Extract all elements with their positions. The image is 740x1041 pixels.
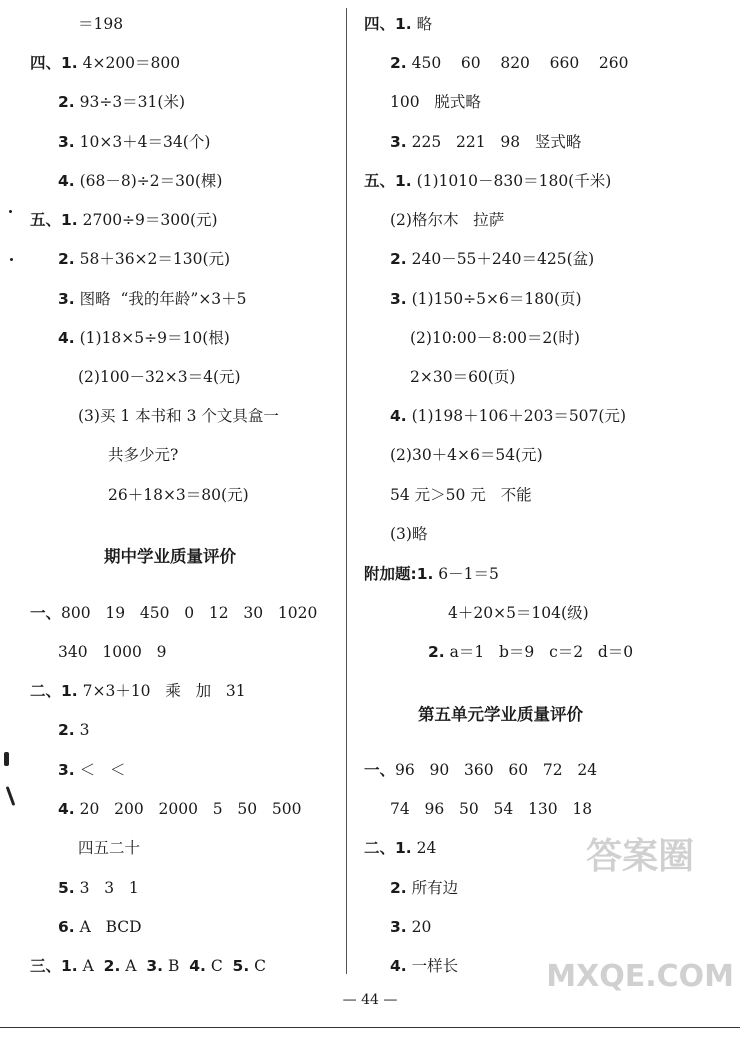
answer-line: (2)10:00－8:00＝2(时) — [410, 329, 580, 347]
answer-text: 一样长 — [406, 957, 459, 975]
item-number: 2. — [428, 643, 445, 661]
watermark-line: MXQE.COM — [546, 959, 734, 994]
answer-line — [30, 956, 266, 976]
answer-text: A BCD — [74, 918, 142, 936]
answer-line — [428, 642, 633, 662]
answer-line — [58, 92, 185, 112]
answer-text: 24 — [411, 839, 437, 857]
answer-text: 20 — [406, 918, 432, 936]
answer-line — [364, 564, 499, 584]
answer-line — [58, 328, 230, 348]
item-number: 3. — [58, 761, 75, 779]
item-number: 3. — [58, 290, 75, 308]
answer-line — [364, 838, 436, 858]
item-number: 6. — [58, 918, 75, 936]
section-heading: 第五单元学业质量评价 — [418, 705, 583, 724]
answer-line — [390, 917, 431, 937]
scan-mark — [9, 210, 12, 213]
answer-line — [58, 720, 89, 740]
item-number: 5. — [232, 957, 250, 975]
answer-text: (1)198＋106＋203＝507(元) — [406, 407, 627, 425]
item-number: 3. — [146, 957, 164, 975]
item-number: 附加题:1. — [364, 565, 434, 583]
answer-text: C — [205, 957, 233, 975]
answer-line — [58, 289, 247, 309]
answer-line — [58, 132, 210, 152]
scan-mark — [10, 258, 13, 261]
answer-line: (3)买 1 本书和 3 个文具盒一 — [78, 407, 279, 425]
item-number: 四、1. — [30, 54, 78, 72]
answer-text: (1)150÷5×6＝180(页) — [406, 290, 582, 308]
column-divider — [346, 8, 347, 974]
answer-text: A — [77, 957, 104, 975]
answer-line — [58, 760, 125, 780]
item-number: 5. — [58, 879, 75, 897]
answer-text: 96 90 360 60 72 24 — [395, 761, 598, 779]
item-number: 4. — [58, 329, 75, 347]
answer-text: 2700÷9＝300(元) — [77, 211, 218, 229]
answer-text: 58＋36×2＝130(元) — [74, 250, 231, 268]
item-number: 2. — [58, 721, 75, 739]
item-number: 一、 — [364, 761, 396, 779]
answer-line — [390, 956, 458, 976]
item-number: 二、1. — [364, 839, 412, 857]
item-number: 4. — [390, 407, 407, 425]
answer-line — [58, 249, 230, 269]
answer-line — [30, 210, 218, 230]
answer-line — [30, 53, 180, 73]
answer-line — [58, 799, 301, 819]
answer-text: B — [163, 957, 190, 975]
answer-text: 20 200 2000 5 50 500 — [74, 800, 302, 818]
answer-line — [58, 917, 142, 937]
item-number: 二、1. — [30, 682, 78, 700]
answer-line: 四五二十 — [78, 839, 141, 857]
answer-text: 图略 “我的年龄”×3＋5 — [74, 290, 247, 308]
answer-line — [390, 406, 626, 426]
answer-text: ＜ ＜ — [74, 761, 126, 779]
item-number: 3. — [390, 918, 407, 936]
item-number: 四、1. — [364, 15, 412, 33]
item-number: 2. — [390, 879, 407, 897]
item-number: 2. — [103, 957, 121, 975]
answer-line — [364, 14, 432, 34]
answer-line — [390, 132, 581, 152]
answer-line: 2×30＝60(页) — [410, 368, 516, 386]
item-number: 4. — [189, 957, 206, 975]
answer-text: a＝1 b＝9 c＝2 d＝0 — [444, 643, 634, 661]
answer-line: 26＋18×3＝80(元) — [108, 486, 249, 504]
answer-text: 所有边 — [406, 879, 459, 897]
answer-text: 450 60 820 660 260 — [406, 54, 629, 72]
section-heading: 期中学业质量评价 — [104, 547, 236, 566]
answer-line: (2)100－32×3＝4(元) — [78, 368, 241, 386]
answer-line — [30, 681, 246, 701]
item-number: 4. — [58, 800, 75, 818]
answer-line — [390, 53, 629, 73]
answer-line — [58, 171, 222, 191]
item-number: 2. — [58, 250, 75, 268]
answer-line: 340 1000 9 — [58, 643, 167, 661]
answer-text: 3 3 1 — [74, 879, 139, 897]
answer-text: C — [249, 957, 267, 975]
answer-line — [364, 171, 611, 191]
answer-text: 4×200＝800 — [77, 54, 181, 72]
item-number: 五、1. — [364, 172, 412, 190]
item-number: 一、 — [30, 604, 62, 622]
answer-text: 240－55＋240＝425(盆) — [406, 250, 595, 268]
answer-text: 93÷3＝31(米) — [74, 93, 186, 111]
answer-line — [390, 878, 458, 898]
answer-text: (1)18×5÷9＝10(根) — [74, 329, 230, 347]
answer-text: A — [120, 957, 147, 975]
answer-line: 4＋20×5＝104(级) — [448, 604, 589, 622]
answer-text: 800 19 450 0 12 30 1020 — [61, 604, 318, 622]
item-number: 4. — [58, 172, 75, 190]
answer-text: (1)1010－830＝180(千米) — [411, 172, 612, 190]
scan-mark — [4, 752, 9, 766]
page-number: — 44 — — [342, 992, 398, 1008]
watermark — [546, 757, 734, 1037]
answer-line — [390, 289, 582, 309]
answer-text: 225 221 98 竖式略 — [406, 133, 582, 151]
answer-text: 略 — [411, 15, 433, 33]
item-number: 2. — [390, 250, 407, 268]
watermark-line: 答案圈 — [586, 836, 695, 877]
answer-line: ＝198 — [78, 15, 124, 33]
item-number: 五、1. — [30, 211, 78, 229]
answer-line — [30, 603, 317, 623]
answer-line: (2)格尔木 拉萨 — [390, 211, 505, 229]
answer-line: 共多少元? — [108, 446, 179, 464]
answer-line: (2)30＋4×6＝54(元) — [390, 446, 543, 464]
answer-line: 100 脱式略 — [390, 93, 481, 111]
answer-line: 54 元＞50 元 不能 — [390, 486, 532, 504]
answer-line — [58, 878, 139, 898]
item-number: 4. — [390, 957, 407, 975]
item-number: 三、1. — [30, 957, 78, 975]
answer-text: 3 — [74, 721, 90, 739]
answer-text: 6－1＝5 — [433, 565, 499, 583]
answer-line: (3)略 — [390, 525, 428, 543]
item-number: 3. — [390, 133, 407, 151]
item-number: 3. — [58, 133, 75, 151]
answer-line: 74 96 50 54 130 18 — [390, 800, 593, 818]
answer-text: 7×3＋10 乘 加 31 — [77, 682, 246, 700]
item-number: 2. — [58, 93, 75, 111]
item-number: 2. — [390, 54, 407, 72]
answer-line — [390, 249, 594, 269]
item-number: 3. — [390, 290, 407, 308]
answer-text: 10×3＋4＝34(个) — [74, 133, 211, 151]
answer-text: (68－8)÷2＝30(棵) — [74, 172, 223, 190]
scan-mark — [6, 786, 16, 806]
